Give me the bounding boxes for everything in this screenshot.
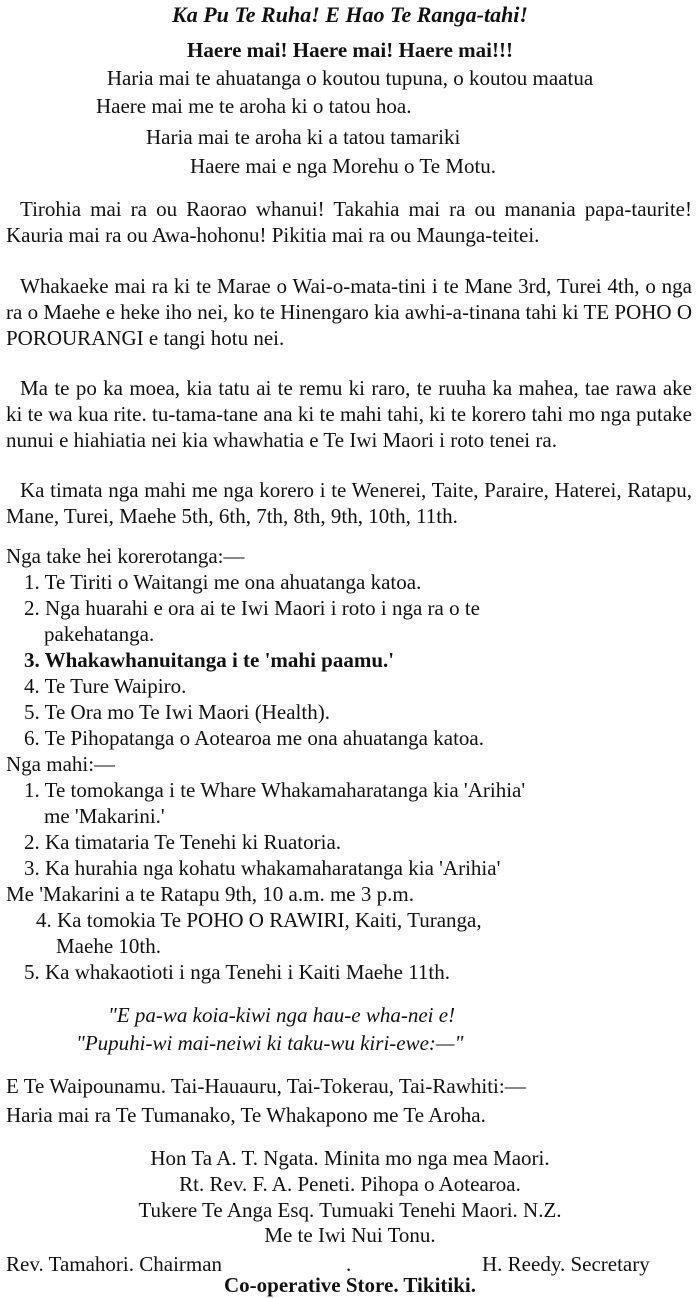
welcome-line: Haere mai! Haere mai! Haere mai!!! — [187, 38, 513, 62]
works-item: me 'Makarini.' — [44, 804, 165, 828]
topic-item: pakehatanga. — [44, 622, 155, 646]
welcome-line: Haria mai te aroha ki a tatou tamariki — [146, 125, 461, 149]
welcome-line: Haere mai e nga Morehu o Te Motu. — [190, 154, 497, 178]
works-item: 5. Ka whakaotioti i nga Tenehi i Kaiti Maehe 11th. — [24, 960, 451, 984]
paragraph: Ka timata nga mahi me nga korero i te Wenerei, Taite, Paraire, Haterei, Ratapu, Mane, Turei, Maehe 5th, 6th, 7th, 8th, 9th, 10th, 11th. — [6, 478, 692, 528]
topic-item: 1. Te Tiriti o Waitangi me ona ahuatanga katoa. — [24, 570, 422, 594]
signatory-line: Rt. Rev. F. A. Peneti. Pihopa o Aotearoa. — [179, 1172, 521, 1196]
works-item: 4. Ka tomokia Te POHO O RAWIRI, Kaiti, Turanga, — [36, 908, 482, 932]
topic-item: 2. Nga huarahi e ora ai te Iwi Maori i roto i nga ra o te — [24, 596, 481, 620]
welcome-line: Haere mai me te aroha ki o tatou hoa. — [96, 94, 412, 118]
paragraph: Tirohia mai ra ou Raorao whanui! Takahia mai ra ou manania papa-taurite! Kauria mai ra ou Awa-hohonu! Pikitia mai ra ou Maunga-teitei. — [6, 197, 692, 247]
signatory-line: Me te Iwi Nui Tonu. — [264, 1223, 436, 1247]
works-item: 1. Te tomokanga i te Whare Whakamaharatanga kia 'Arihia' — [24, 778, 526, 802]
closing-line: E Te Waipounamu. Tai-Hauauru, Tai-Tokerau, Tai-Rawhiti:— — [6, 1074, 526, 1098]
works-item: Me 'Makarini a te Ratapu 9th, 10 a.m. me 3 p.m. — [6, 882, 414, 906]
topic-item: 5. Te Ora mo Te Iwi Maori (Health). — [24, 700, 330, 724]
paragraph: Ma te po ka moea, kia tatu ai te remu ki raro, te ruuha ka mahea, tae rawa ake ki te wa kua rite. tu-tama-tane ana ki te mahi tahi, ki te korero tahi mo nga putake nunui e hiahiatia nei kia whawhatia e Te Iwi Maori i roto tenei ra. — [6, 376, 692, 452]
works-heading: Nga mahi:— — [6, 752, 116, 776]
paragraph: Whakaeke mai ra ki te Marae o Wai-o-mata-tini i te Mane 3rd, Turei 4th, o nga ra o Maehe e heke iho nei, ko te Hinengaro kia awhi-a-tinana tahi ki TE POHO O POROURANGI e tangi hotu nei. — [6, 274, 692, 350]
quote-line: "Pupuhi-wi mai-neiwi ki taku-wu kiri-ewe:—" — [76, 1031, 464, 1055]
works-item: 2. Ka timataria Te Tenehi ki Ruatoria. — [24, 830, 342, 854]
separator-dot: . — [346, 1252, 352, 1276]
works-item: Maehe 10th. — [56, 934, 161, 958]
store-line: Co-operative Store. Tikitiki. — [224, 1273, 476, 1297]
signatory-line: Hon Ta A. T. Ngata. Minita mo nga mea Maori. — [150, 1146, 550, 1170]
chairman-signature: Rev. Tamahori. Chairman — [6, 1252, 223, 1276]
topic-item: 3. Whakawhanuitanga i te 'mahi paamu.' — [24, 648, 395, 672]
signatory-line: Tukere Te Anga Esq. Tumuaki Tenehi Maori. N.Z. — [138, 1198, 562, 1222]
closing-line: Haria mai ra Te Tumanako, Te Whakapono me Te Aroha. — [6, 1103, 486, 1127]
secretary-signature: H. Reedy. Secretary — [482, 1252, 650, 1276]
welcome-line: Haria mai te ahuatanga o koutou tupuna, o koutou maatua — [106, 66, 594, 90]
topic-item: 6. Te Pihopatanga o Aotearoa me ona ahuatanga katoa. — [24, 726, 484, 750]
topic-item: 4. Te Ture Waipiro. — [24, 674, 187, 698]
notice-heading: Ka Pu Te Ruha! E Hao Te Ranga-tahi! — [172, 2, 528, 27]
topics-heading: Nga take hei korerotanga:— — [6, 544, 245, 568]
quote-line: "E pa-wa koia-kiwi nga hau-e wha-nei e! — [108, 1003, 456, 1027]
works-item: 3. Ka hurahia nga kohatu whakamaharatanga kia 'Arihia' — [24, 856, 501, 880]
